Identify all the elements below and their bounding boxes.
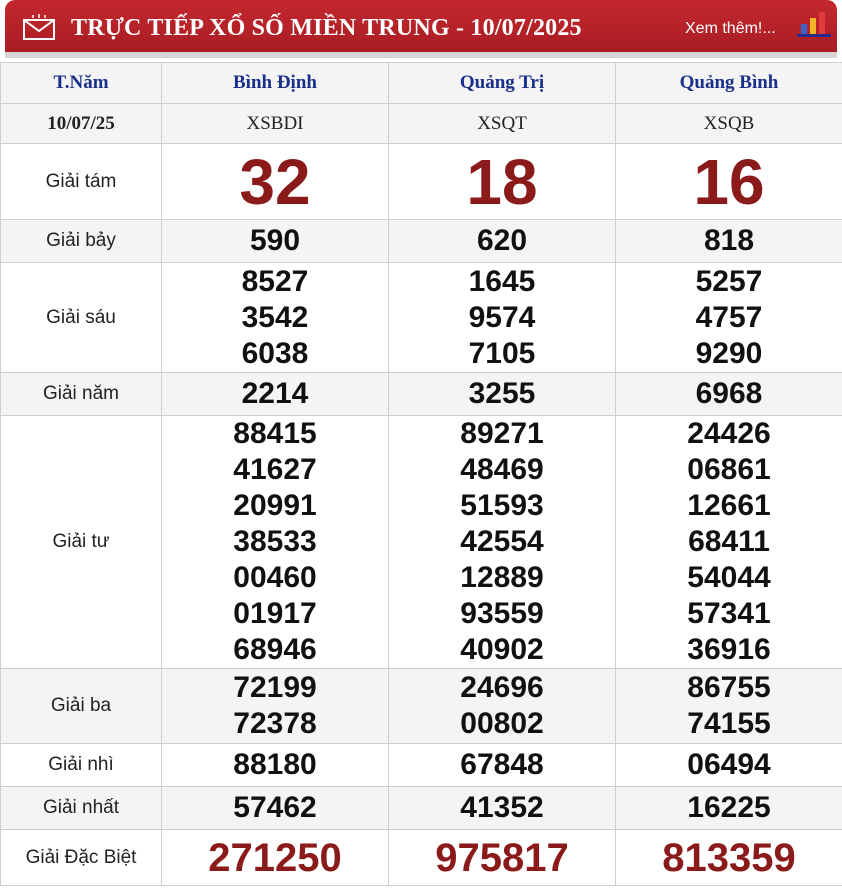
prize-rows: [1, 144, 842, 886]
prize-label: Giải nhất: [42, 797, 120, 818]
prize-number: 16225: [687, 791, 771, 824]
prize-value-cell: [162, 669, 389, 744]
prize-number: 74155: [687, 707, 771, 740]
prize-5-row: [1, 373, 842, 416]
prize-number: 86755: [687, 671, 771, 704]
prize-number: 6038: [241, 336, 309, 370]
draw-date: 10/07/25: [47, 112, 115, 134]
code-cell: [616, 104, 842, 144]
prize-number: 1645: [468, 264, 536, 298]
prize-label-cell: [1, 744, 162, 787]
prize-value-cell: [162, 744, 389, 787]
prize-number: 72378: [233, 707, 317, 740]
prize-number: 813359: [662, 835, 796, 880]
date-cell: [1, 104, 162, 144]
prize-value-cell: [389, 373, 616, 416]
prize-number: 67848: [460, 748, 544, 781]
prize-number: 3542: [241, 300, 309, 334]
special-prize-row: [1, 830, 842, 886]
prize-number: 54044: [687, 561, 771, 594]
province-name[interactable]: Bình Định: [233, 72, 317, 93]
code-row: [1, 104, 842, 144]
prize-number: 18: [466, 145, 538, 218]
see-more-link[interactable]: Xem thêm!...: [685, 20, 776, 37]
lottery-results-table: [0, 62, 842, 886]
prize-number: 24426: [687, 417, 771, 450]
prize-label-cell: [1, 830, 162, 886]
prize-label: Giải tư: [52, 531, 110, 552]
prize-number: 12889: [460, 561, 544, 594]
prize-number: 271250: [208, 835, 342, 880]
prize-label: Giải nhì: [48, 754, 114, 775]
prize-value-cell: [389, 744, 616, 787]
prize-value-cell: [162, 787, 389, 830]
prize-number: 68411: [688, 525, 770, 558]
code-cell: [389, 104, 616, 144]
prize-number: 2214: [241, 377, 309, 410]
prize-label: Giải tám: [45, 170, 117, 192]
prize-number: 41352: [460, 791, 544, 824]
prize-7-row: [1, 220, 842, 263]
prize-2-row: [1, 744, 842, 787]
prize-label: Giải năm: [42, 383, 120, 404]
prize-label-cell: [1, 416, 162, 669]
prize-value-cell: [616, 373, 842, 416]
prize-4-row: [1, 416, 842, 669]
prize-value-cell: [162, 416, 389, 669]
prize-number: 42554: [460, 525, 544, 558]
province-code: XSQB: [703, 112, 755, 134]
prize-number: 32: [239, 145, 311, 218]
province-cell[interactable]: [389, 63, 616, 104]
prize-number: 01917: [233, 597, 317, 630]
bar-chart-icon[interactable]: [797, 10, 831, 38]
prize-label-cell: [1, 669, 162, 744]
province-cell[interactable]: [616, 63, 842, 104]
province-name[interactable]: Quảng Bình: [679, 72, 779, 93]
prize-number: 40902: [460, 633, 544, 666]
prize-number: 51593: [460, 489, 544, 522]
prize-value-cell: [616, 830, 842, 886]
prize-number: 68946: [233, 633, 317, 666]
prize-number: 48469: [460, 453, 544, 486]
prize-value-cell: [162, 830, 389, 886]
prize-number: 06494: [687, 748, 771, 781]
day-cell: [1, 63, 162, 104]
day-label: T.Năm: [53, 72, 109, 93]
prize-value-cell: [162, 263, 389, 373]
prize-number: 3255: [468, 377, 536, 410]
prize-number: 9290: [695, 336, 763, 370]
prize-label-cell: [1, 144, 162, 220]
prize-label-cell: [1, 263, 162, 373]
prize-number: 16: [693, 145, 765, 218]
prize-value-cell: [616, 144, 842, 220]
prize-number: 89271: [460, 417, 544, 450]
prize-number: 590: [249, 224, 301, 257]
prize-3-row: [1, 669, 842, 744]
prize-value-cell: [616, 744, 842, 787]
prize-label: Giải Đặc Biệt: [25, 846, 137, 868]
prize-number: 88180: [233, 748, 317, 781]
province-header-row: [1, 63, 842, 104]
prize-number: 975817: [435, 835, 569, 880]
prize-value-cell: [389, 669, 616, 744]
prize-number: 57341: [687, 597, 771, 630]
prize-number: 41627: [233, 453, 317, 486]
province-cell[interactable]: [162, 63, 389, 104]
prize-value-cell: [162, 220, 389, 263]
prize-value-cell: [616, 220, 842, 263]
prize-label: Giải ba: [50, 695, 112, 716]
prize-number: 4757: [695, 300, 763, 334]
prize-number: 5257: [695, 264, 763, 298]
prize-number: 620: [476, 224, 528, 257]
prize-value-cell: [389, 144, 616, 220]
prize-number: 93559: [460, 597, 544, 630]
prize-number: 9574: [468, 300, 536, 334]
prize-value-cell: [616, 669, 842, 744]
prize-label-cell: [1, 373, 162, 416]
prize-6-row: [1, 263, 842, 373]
prize-number: 36916: [687, 633, 771, 666]
prize-number: 38533: [233, 525, 317, 558]
prize-number: 6968: [695, 377, 763, 410]
prize-number: 57462: [233, 791, 317, 824]
prize-value-cell: [389, 220, 616, 263]
province-name[interactable]: Quảng Trị: [459, 72, 545, 93]
prize-value-cell: [616, 416, 842, 669]
prize-value-cell: [389, 416, 616, 669]
prize-number: 818: [703, 224, 755, 257]
prize-1-row: [1, 787, 842, 830]
prize-number: 8527: [241, 264, 309, 298]
results-header: [5, 0, 837, 58]
prize-label-cell: [1, 787, 162, 830]
prize-value-cell: [162, 373, 389, 416]
prize-value-cell: [389, 263, 616, 373]
prize-value-cell: [616, 787, 842, 830]
prize-number: 12661: [687, 489, 771, 522]
prize-number: 7105: [468, 336, 536, 370]
prize-label: Giải sáu: [46, 306, 116, 328]
prize-label-cell: [1, 220, 162, 263]
province-code: XSBDI: [246, 112, 304, 134]
mail-icon: [23, 14, 55, 40]
prize-number: 20991: [233, 489, 317, 522]
prize-number: 24696: [460, 671, 544, 704]
prize-number: 72199: [233, 671, 317, 704]
province-code: XSQT: [477, 112, 527, 134]
prize-number: 06861: [687, 453, 771, 486]
prize-number: 88415: [233, 417, 317, 450]
code-cell: [162, 104, 389, 144]
page-title: TRỰC TIẾP XỔ SỐ MIỀN TRUNG - 10/07/2025: [71, 15, 582, 41]
prize-value-cell: [389, 830, 616, 886]
prize-number: 00802: [460, 707, 544, 740]
prize-number: 00460: [233, 561, 317, 594]
prize-8-row: [1, 144, 842, 220]
prize-value-cell: [616, 263, 842, 373]
prize-value-cell: [389, 787, 616, 830]
prize-label: Giải bảy: [46, 230, 116, 251]
prize-value-cell: [162, 144, 389, 220]
